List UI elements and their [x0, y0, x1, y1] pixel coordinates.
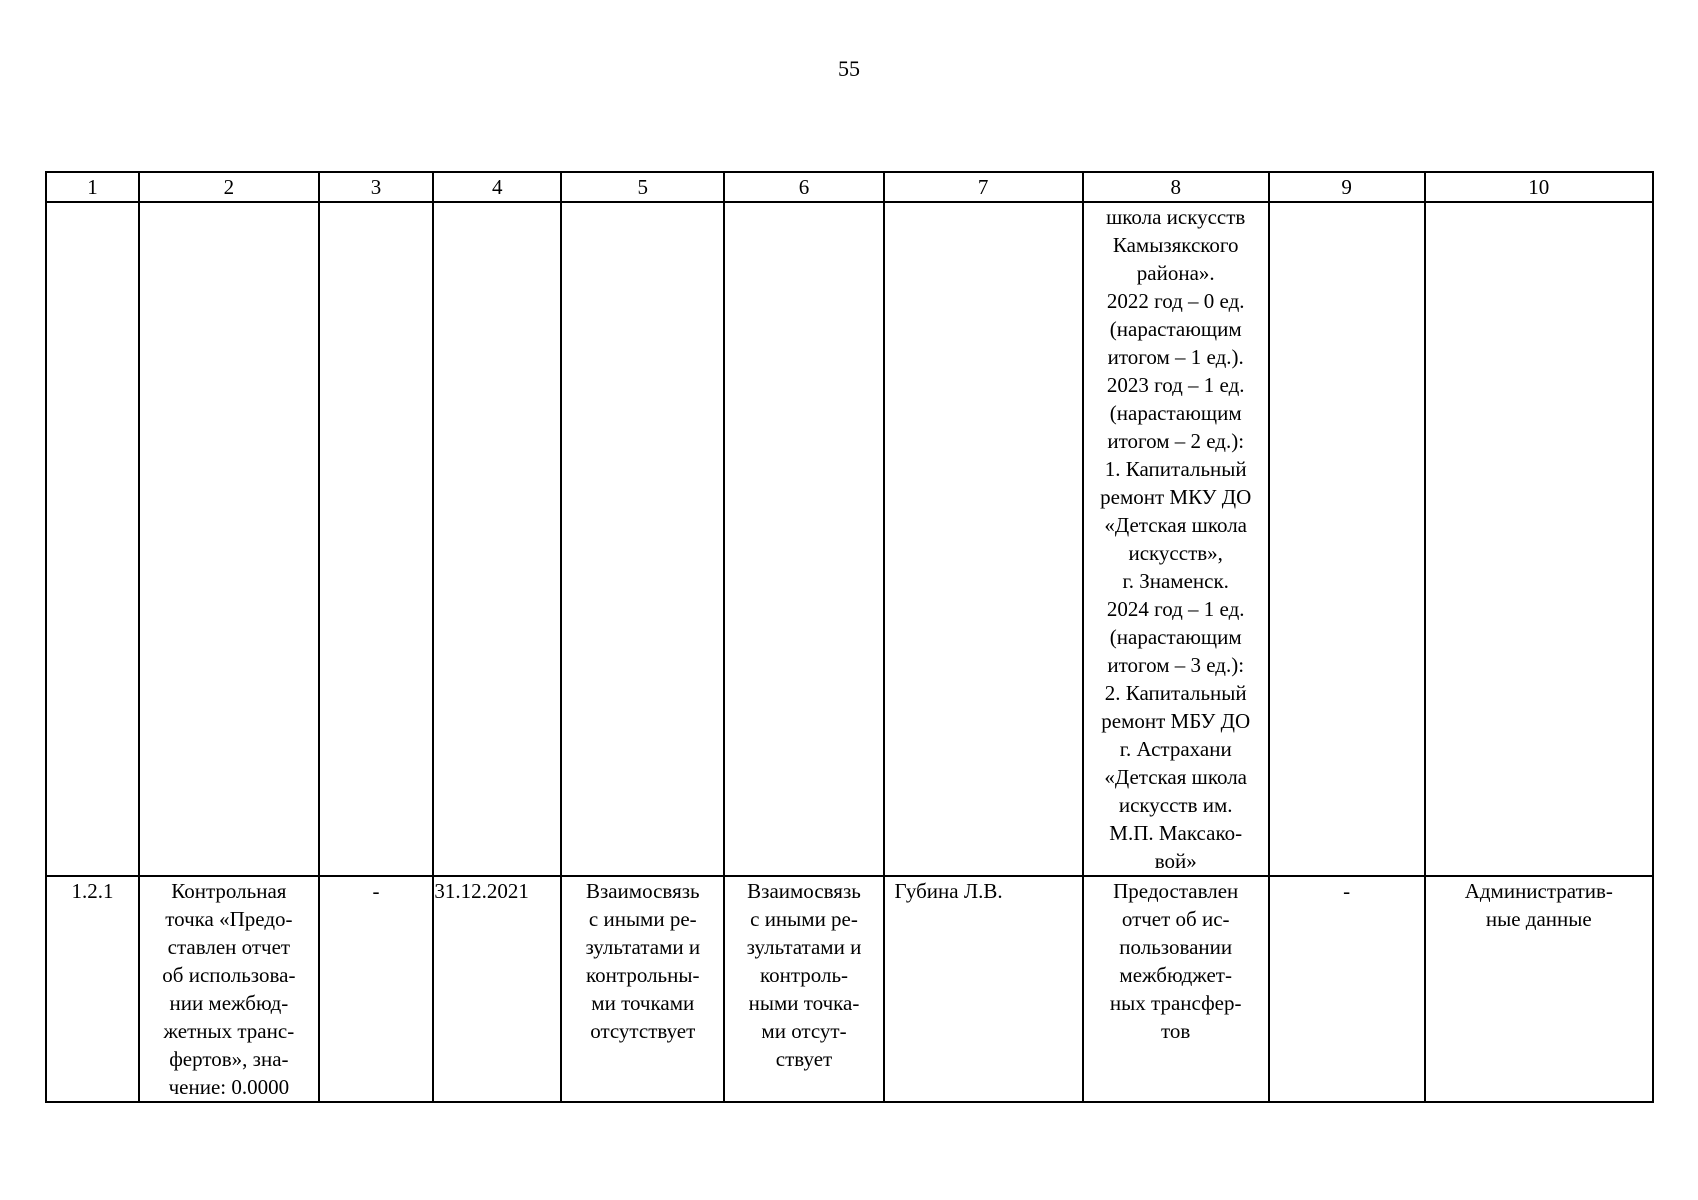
- table-cell: [884, 202, 1083, 876]
- column-header-5: 5: [561, 172, 724, 202]
- table-cell-control-point: Контрольная точка «Предо- ставлен отчет об использова- нии межбюд- жетных транс- фертов», зна- чение: 0.0000: [139, 876, 319, 1102]
- column-header-1: 1: [46, 172, 139, 202]
- table-cell-dash: -: [1269, 876, 1425, 1102]
- table-cell: [319, 202, 434, 876]
- table-row-1-2-1: [46, 876, 1653, 1102]
- table-row-continuation: [46, 202, 1653, 876]
- table-cell-dash: -: [319, 876, 434, 1102]
- column-header-6: 6: [724, 172, 883, 202]
- data-table: [45, 171, 1654, 1103]
- table-cell: [1425, 202, 1653, 876]
- header-row: [46, 172, 1653, 202]
- table-cell: [433, 202, 561, 876]
- table-cell: [1269, 202, 1425, 876]
- page-number: 55: [838, 56, 860, 81]
- table-cell-date: 31.12.2021: [433, 876, 561, 1102]
- table-cell: [724, 202, 883, 876]
- table-cell: [139, 202, 319, 876]
- table-cell-result: Предоставлен отчет об ис- пользовании межбюджет- ных трансфер- тов: [1083, 876, 1269, 1102]
- column-header-4: 4: [433, 172, 561, 202]
- table-cell: [46, 202, 139, 876]
- column-header-3: 3: [319, 172, 434, 202]
- table-cell-results-description: школа искусств Камызякского района». 2022 год – 0 ед. (нарастающим итогом – 1 ед.). 2023 год – 1 ед. (нарастающим итогом – 2 ед.): 1. Капитальный ремонт МКУ ДО «Детская школа искусств», г. Знаменск. 2024 год – 1 ед. (нарастающим итогом – 3 ед.): 2. Капитальный ремонт МБУ ДО г. Астрахани «Детская школа искусств им. М.П. Максако- вой»: [1083, 202, 1269, 876]
- column-header-8: 8: [1083, 172, 1269, 202]
- column-header-7: 7: [884, 172, 1083, 202]
- column-header-2: 2: [139, 172, 319, 202]
- column-header-9: 9: [1269, 172, 1425, 202]
- table-cell-data-source: Административ- ные данные: [1425, 876, 1653, 1102]
- table-cell: [561, 202, 724, 876]
- table-cell-number: 1.2.1: [46, 876, 139, 1102]
- table-cell-relation: Взаимосвязь с иными ре- зультатами и контроль- ными точка- ми отсут- ствует: [724, 876, 883, 1102]
- table-cell-relation: Взаимосвязь с иными ре- зультатами и контрольны- ми точками отсутствует: [561, 876, 724, 1102]
- column-header-10: 10: [1425, 172, 1653, 202]
- table-cell-responsible: Губина Л.В.: [884, 876, 1083, 1102]
